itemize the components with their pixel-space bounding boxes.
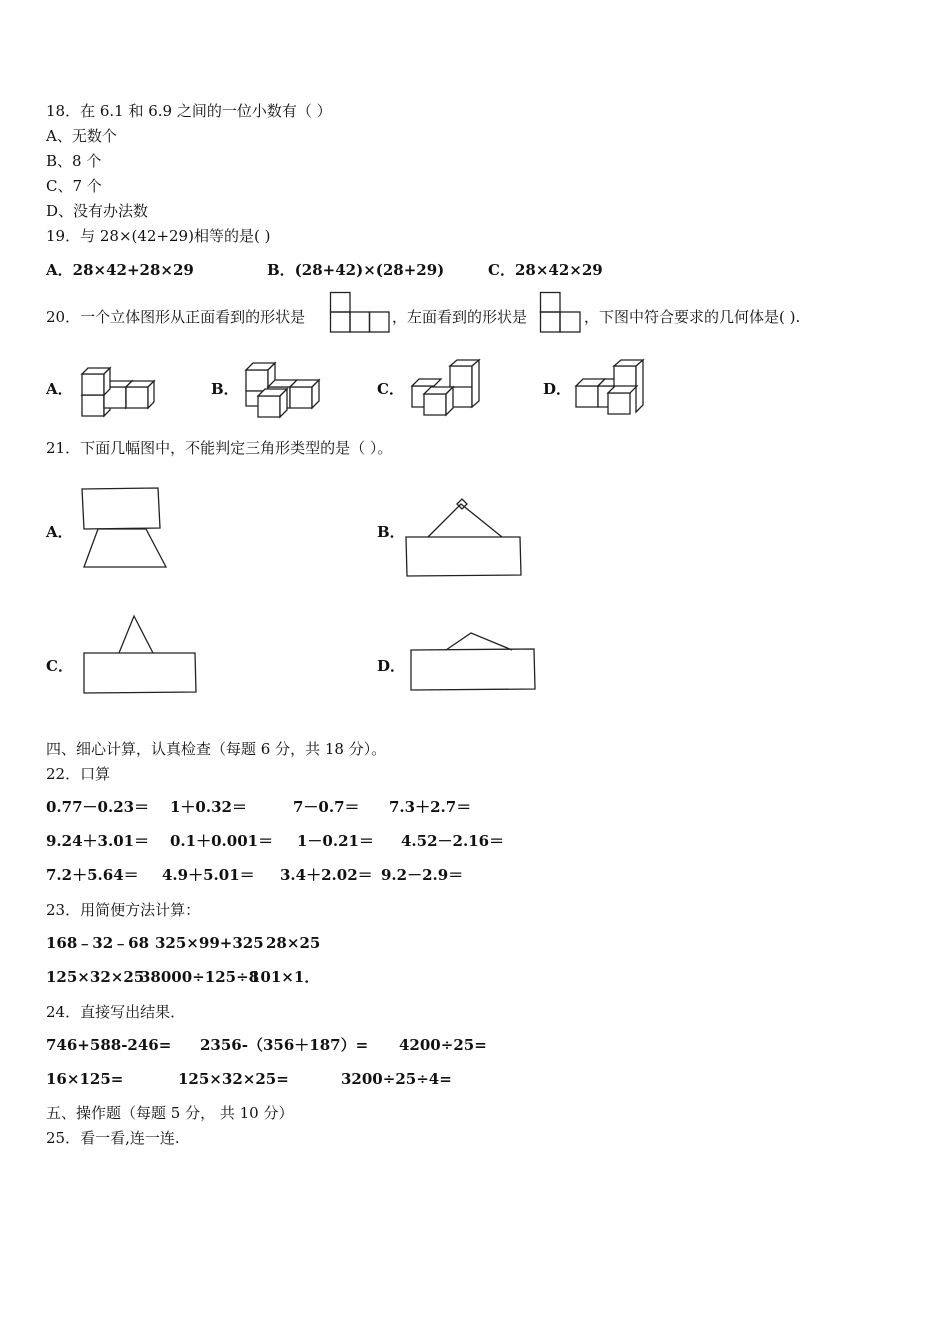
q20-option-a-label: A． bbox=[46, 380, 73, 398]
q21-option-c-figure bbox=[82, 614, 200, 696]
q21-option-b-figure bbox=[404, 497, 526, 579]
q24-item: 3200÷25÷4= bbox=[341, 1070, 452, 1088]
q18-option-d: D、没有办法数 bbox=[46, 202, 149, 220]
q20-option-d-label: D． bbox=[543, 380, 572, 398]
q23-item: 168﹣32﹣68 bbox=[46, 934, 150, 952]
q23-stem: 23．用简便方法计算： bbox=[46, 901, 201, 919]
q22-item: 7－0.7＝ bbox=[293, 798, 360, 816]
q18-stem: 18．在 6.1 和 6.9 之间的一位小数有（ ） bbox=[46, 102, 332, 120]
q22-item: 9.24＋3.01＝ bbox=[46, 832, 150, 850]
front-view-shape bbox=[330, 292, 390, 334]
q23-item: 101×1． bbox=[250, 968, 320, 986]
q21-option-d-figure bbox=[408, 630, 540, 694]
q24-item: 16×125= bbox=[46, 1070, 124, 1088]
q20-option-b-label: B． bbox=[211, 380, 239, 398]
left-view-shape bbox=[540, 292, 582, 334]
q21-option-a-figure bbox=[80, 486, 170, 572]
q23-item: 38000÷125÷8 bbox=[140, 968, 260, 986]
q22-stem: 22．口算 bbox=[46, 765, 111, 783]
q18-option-a: A、无数个 bbox=[46, 127, 117, 145]
q19-option-b: B．(28+42)×(28+29) bbox=[267, 261, 445, 279]
q19-option-a: A．28×42+28×29 bbox=[46, 261, 194, 279]
q21-option-d-label: D． bbox=[377, 657, 406, 675]
q24-item: 4200÷25= bbox=[399, 1036, 487, 1054]
section-5-title: 五、操作题（每题 5 分， 共 10 分） bbox=[46, 1104, 294, 1122]
q20-stem-part2: ，左面看到的形状是 bbox=[392, 308, 528, 326]
q20-stem-part3: ，下图中符合要求的几何体是( ). bbox=[584, 308, 801, 326]
q19-option-c: C．28×42×29 bbox=[488, 261, 603, 279]
q22-item: 0.77－0.23＝ bbox=[46, 798, 150, 816]
q24-item: 125×32×25= bbox=[178, 1070, 289, 1088]
q24-item: 746+588-246= bbox=[46, 1036, 172, 1054]
q23-item: 325×99+325 bbox=[155, 934, 264, 952]
q24-item: 2356-（356＋187）= bbox=[200, 1036, 369, 1054]
q20-option-a-cubes bbox=[80, 368, 160, 418]
q21-option-a-label: A． bbox=[46, 523, 73, 541]
q22-item: 4.9＋5.01＝ bbox=[162, 866, 255, 884]
q23-item: 28×25 bbox=[266, 934, 321, 952]
q19-stem: 19．与 28×(42+29)相等的是( ) bbox=[46, 227, 271, 245]
q22-item: 7.2＋5.64＝ bbox=[46, 866, 139, 884]
q20-option-d-cubes bbox=[576, 360, 656, 418]
q22-item: 1－0.21＝ bbox=[297, 832, 374, 850]
q20-option-c-label: C． bbox=[377, 380, 404, 398]
q22-item: 3.4＋2.02＝ bbox=[280, 866, 373, 884]
q25-stem: 25．看一看,连一连. bbox=[46, 1129, 180, 1147]
q20-stem-part1: 20．一个立体图形从正面看到的形状是 bbox=[46, 308, 306, 326]
q23-item: 125×32×25 bbox=[46, 968, 145, 986]
q20-option-c-cubes bbox=[410, 360, 490, 418]
q21-stem: 21．下面几幅图中，不能判定三角形类型的是（ ）。 bbox=[46, 439, 393, 457]
q21-option-b-label: B． bbox=[377, 523, 405, 541]
q22-item: 4.52－2.16＝ bbox=[401, 832, 505, 850]
q18-option-b: B、8 个 bbox=[46, 152, 102, 170]
q24-stem: 24．直接写出结果． bbox=[46, 1003, 186, 1021]
q22-item: 7.3＋2.7＝ bbox=[389, 798, 472, 816]
q20-option-b-cubes bbox=[244, 362, 324, 418]
q21-option-c-label: C． bbox=[46, 657, 73, 675]
q22-item: 9.2－2.9＝ bbox=[381, 866, 464, 884]
section-4-title: 四、细心计算，认真检查（每题 6 分，共 18 分）。 bbox=[46, 740, 387, 758]
q18-option-c: C、7 个 bbox=[46, 177, 102, 195]
q22-item: 0.1＋0.001＝ bbox=[170, 832, 274, 850]
q22-item: 1＋0.32＝ bbox=[170, 798, 247, 816]
